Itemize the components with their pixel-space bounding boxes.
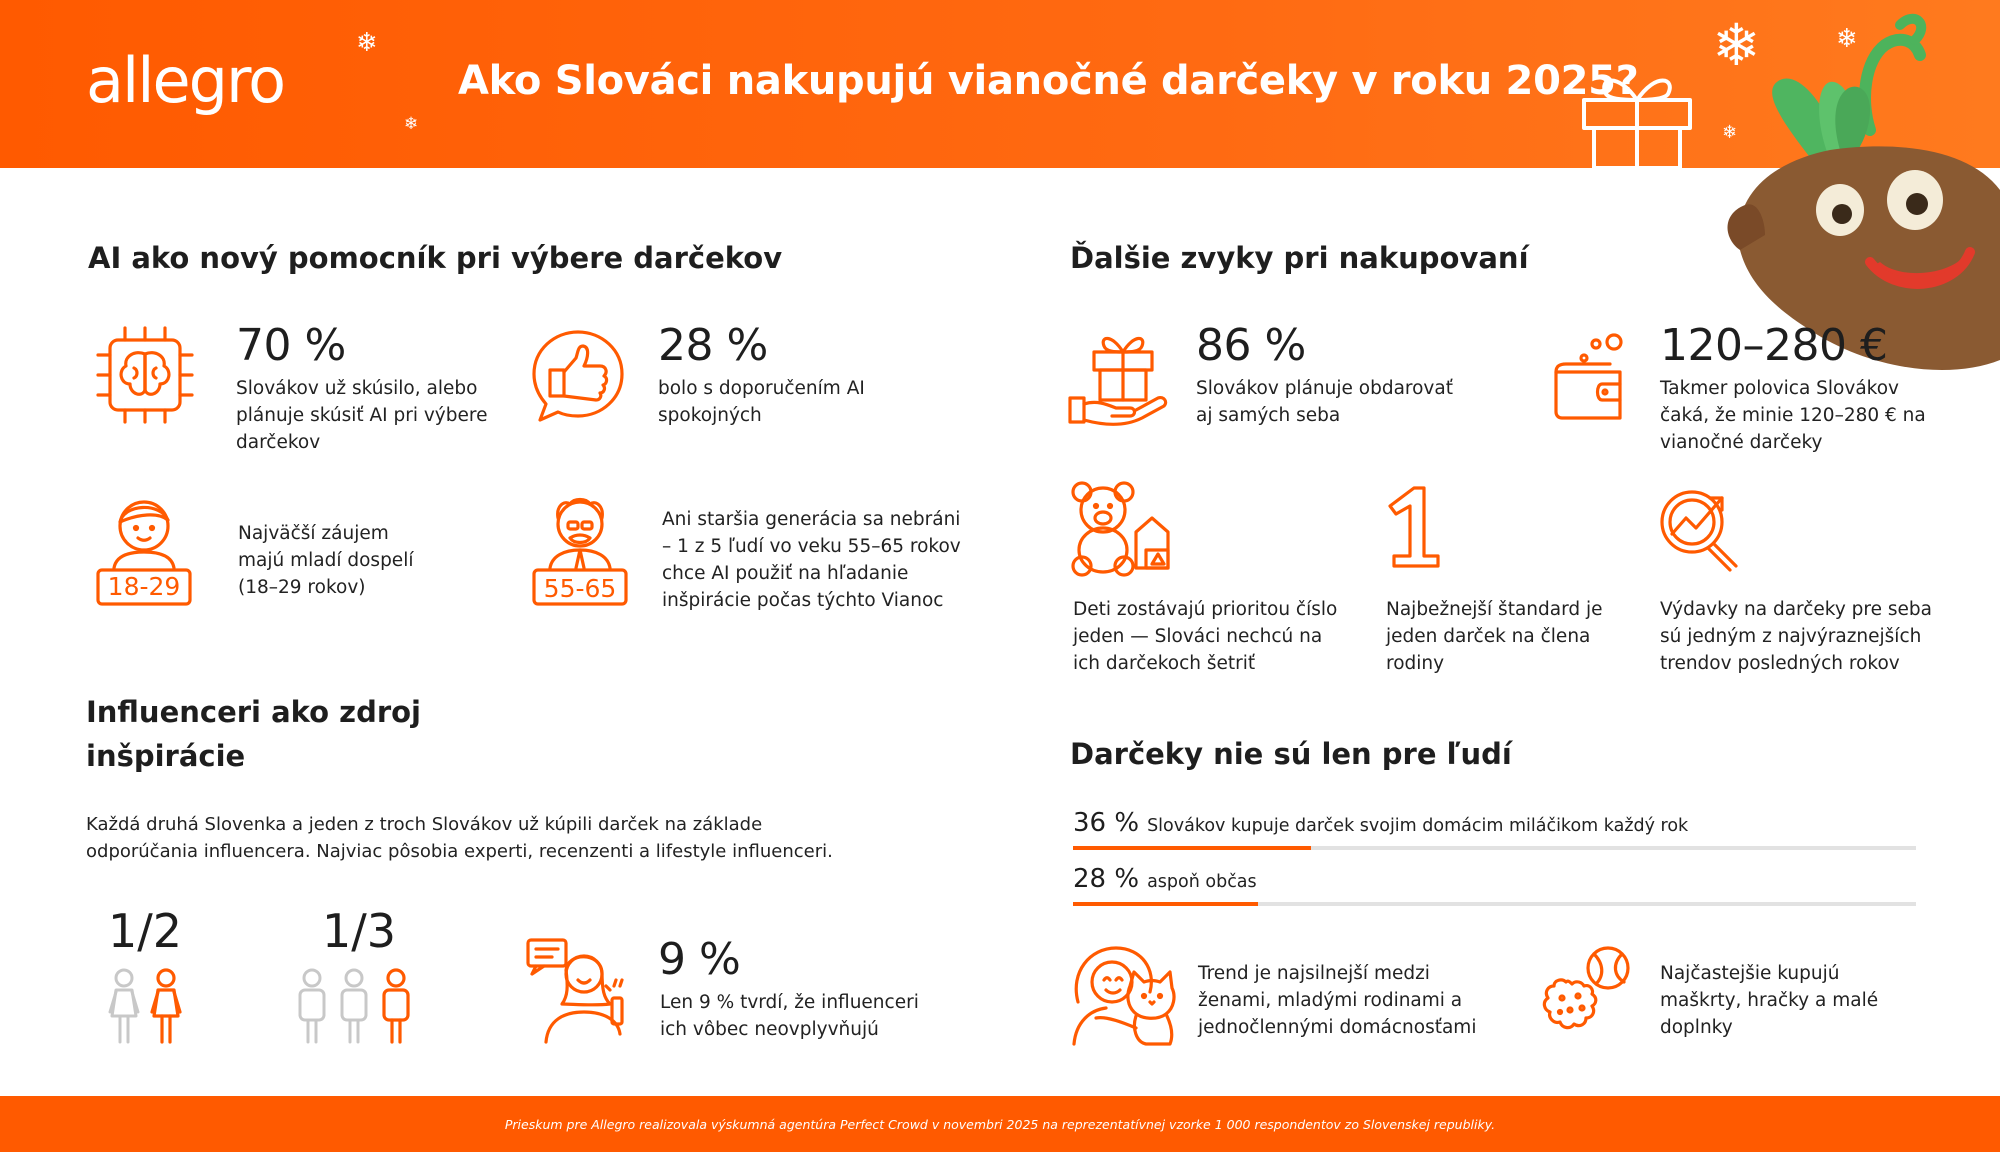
pets-bar-text: Slovákov kupuje darček svojim domácim miláčikom každý rok xyxy=(1147,816,1689,836)
ai-brain-chip-icon xyxy=(90,320,200,430)
not-influenced-value: 9 % xyxy=(658,934,741,985)
snowflake-icon: ❄ xyxy=(1836,24,1858,54)
self-gift-value: 86 % xyxy=(1196,320,1306,371)
number-one-icon xyxy=(1382,484,1442,570)
ai-stat-text: Slovákov už skúsilo, alebo plánuje skúsiť AI pri výbere darčekov xyxy=(236,378,488,453)
thumbs-up-bubble-icon xyxy=(528,326,628,426)
pets-bar-track xyxy=(1073,846,1916,850)
pet-gifts-text: Najčastejšie kupujú maškrty, hračky a malé doplnky xyxy=(1660,963,1879,1038)
snowflake-icon: ❄ xyxy=(356,28,378,58)
snowflake-icon: ❄ xyxy=(1712,11,1761,79)
pets-bar-label xyxy=(1073,808,1688,838)
age-label-older: 55-65 xyxy=(543,574,617,603)
ai-stat-value: 70 % xyxy=(236,320,346,371)
survey-note: Prieskum pre Allegro realizovala výskumná agentúra Perfect Crowd v novembri 2025 na reprezentatívnej vzorke 1 000 respondentov zo Slovenskej republiky. xyxy=(504,1116,1496,1132)
pets-section-heading: Darčeky nie sú len pre ľudí xyxy=(1070,737,1512,771)
habits-section-heading: Ďalšie zvyky pri nakupovaní xyxy=(1070,241,1529,275)
influencer-intro-line2: odporúčania influencera. Najviac pôsobia experti, recenzenti a lifestyle influenceri. xyxy=(86,841,833,862)
cookie-ball-icon xyxy=(1532,942,1636,1046)
teddy-bear-toys-icon xyxy=(1068,478,1176,578)
self-gift-text: Slovákov plánuje obdarovať aj samých seba xyxy=(1196,378,1453,426)
budget-value: 120–280 € xyxy=(1660,320,1888,371)
pets-bar-fill xyxy=(1073,846,1311,850)
wallet-coins-icon xyxy=(1550,330,1630,420)
gift-box-icon xyxy=(1578,64,1698,168)
pets-bar-value: 36 % xyxy=(1073,808,1140,838)
age-label-young: 18-29 xyxy=(107,572,181,601)
budget-text: Takmer polovica Slovákov čaká, že minie 120–280 € na vianočné darčeky xyxy=(1660,378,1926,453)
pets-bar-label xyxy=(1073,864,1257,894)
influencer-section-heading-line2: inšpirácie xyxy=(86,739,246,773)
fraction-women: 1/2 xyxy=(108,904,183,958)
allegro-logo[interactable]: allegro xyxy=(86,44,285,117)
snowflake-icon: ❄ xyxy=(1722,122,1738,143)
pet-trend-text: Trend je najsilnejší medzi ženami, mladými rodinami a jednočlennými domácnosťami xyxy=(1198,963,1477,1038)
pets-bar-value: 28 % xyxy=(1073,864,1140,894)
footer-bar xyxy=(0,1096,2000,1152)
influencer-section-heading-line1: Influenceri ako zdroj xyxy=(86,695,421,729)
ai-section-heading: AI ako nový pomocník pri výbere darčekov xyxy=(88,241,783,275)
snowflake-icon: ❄ xyxy=(404,114,419,134)
two-women-icon xyxy=(104,968,188,1048)
children-priority-text: Deti zostávajú prioritou číslo jeden — Slováci nechcú na ich darčekoch šetriť xyxy=(1073,599,1338,674)
page-title: Ako Slováci nakupujú vianočné darčeky v roku 2025? xyxy=(458,58,1639,104)
not-influenced-text: Len 9 % tvrdí, že influenceri ich vôbec neovplyvňujú xyxy=(660,992,919,1040)
fraction-men: 1/3 xyxy=(322,904,397,958)
woman-with-cat-icon xyxy=(1066,942,1178,1046)
gift-hand-icon xyxy=(1066,326,1170,426)
influencer-intro-line1: Každá druhá Slovenka a jeden z troch Slovákov už kúpili darček na základe xyxy=(86,814,763,835)
young-adults-text: Najväčší záujem majú mladí dospelí (18–29 rokov) xyxy=(238,523,414,598)
ai-satisfied-value: 28 % xyxy=(658,320,768,371)
ai-satisfied-text: bolo s doporučením AI spokojných xyxy=(658,378,865,426)
pets-bar-fill xyxy=(1073,902,1258,906)
self-spending-trend-text: Výdavky na darčeky pre seba sú jedným z najvýraznejších trendov posledných rokov xyxy=(1660,599,1932,674)
header-banner xyxy=(0,0,2000,168)
influencer-icon xyxy=(524,934,634,1046)
pets-bar-track xyxy=(1073,902,1916,906)
older-generation-text: Ani staršia generácia sa nebráni – 1 z 5 ľudí vo veku 55–65 rokov chce AI použiť na hľadanie inšpirácie počas týchto Vianoc xyxy=(662,509,961,611)
trend-magnifier-icon xyxy=(1656,486,1742,572)
three-men-icon xyxy=(292,968,422,1048)
pets-bar-text: aspoň občas xyxy=(1147,872,1257,892)
one-gift-text: Najbežnejší štandard je jeden darček na člena rodiny xyxy=(1386,599,1603,674)
